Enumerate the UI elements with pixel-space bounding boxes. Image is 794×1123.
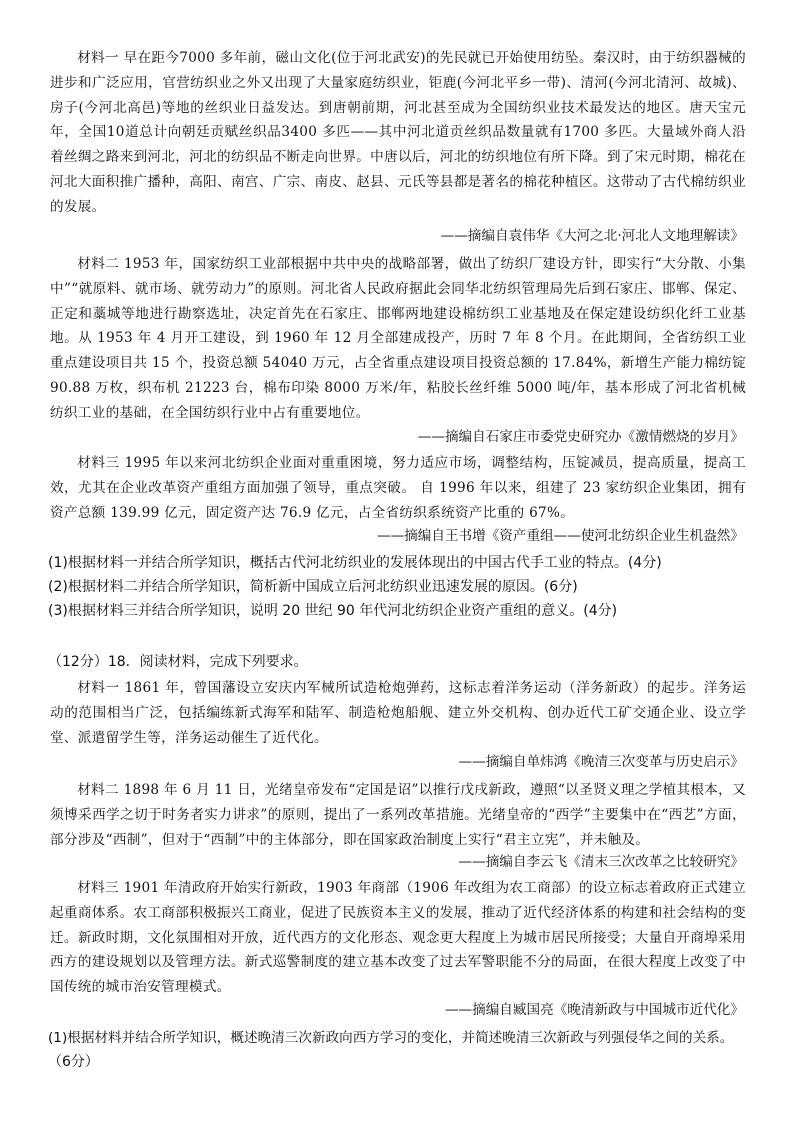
section2-source1: ——摘编自单炜鸿《晚清三次变革与历史启示》	[458, 754, 744, 770]
section1-source3: ——摘编自王书增《资产重组——使河北纺织企业生机盎然》	[376, 528, 744, 544]
section1-material2: 材料二 1953 年，国家纺织工业部根据中共中央的战略部署，做出了纺织厂建设方针，即实行“大分散、小集中”“就原料、就市场、就劳动力”的原则。河北省人民政府据此会同华北纺织管理局先后到石家庄、邯郸、保定、正定和藁城等地进行勘察选址，决定首先在石家庄、邯郸两地建设棉纺织工业基地及在保定建设纺织化纤工业基地。从 1953 年 4 月开工建设，到 1960 年 12 月全部建成投产，历时 7 年 8 个月。在此期间，全省纺织工业重点建设项目共 15 个，投资总额 54040 万元，占全省重点建设项目投资总额的 17.84%，新增生产能力棉纺锭 90.88 万枚，织布机 21223 台，棉布印染 8000 万米/年，粘胶长丝纤维 5000 吨/年，基本形成了河北省机械纺织工业的基础，在全国纺织行业中占有重要地位。	[50, 256, 746, 421]
section1-question1: (1)根据材料一并结合所学知识，概括古代河北纺织业的发展体现出的中国古代手工业的特点。(4分)	[48, 555, 662, 571]
section1-source2: ——摘编自石家庄市委党史研究办《激情燃烧的岁月》	[417, 429, 744, 445]
section2-heading: （12分）18．阅读材料，完成下列要求。	[48, 654, 308, 670]
section1-source1: ——摘编自袁伟华《大河之北·河北人文地理解读》	[440, 228, 744, 244]
section1-material3: 材料三 1995 年以来河北纺织企业面对重重困境，努力适应市场，调整结构，压锭减员，提高质量，提高工效，尤其在企业改革资产重组方面加强了领导，重点突破。 自 1996 年以来，组建了 23 家纺织企业集团，拥有资产总额 139.99 亿元，固定资产达 76.9 亿元，占全省纺织系统资产比重的 67%。	[50, 455, 746, 521]
section2-material3: 材料三 1901 年清政府开始实行新政，1903 年商部（1906 年改组为农工商部）的设立标志着政府正式建立起重商体系。农工商部积极振兴工商业，促进了民族资本主义的发展，推动了近代经济体系的构建和社会结构的变迁。新政时期，文化氛围相对开放，近代西方的文化形态、观念更大程度上为城市居民所接受；大量自开商埠采用西方的建设规划以及管理方法。新式巡警制度的建立基本改变了过去军警职能不分的局面，在很大程度上改变了中国传统的城市治安管理模式。	[50, 880, 746, 996]
section1-material1: 材料一 早在距今7000 多年前，磁山文化(位于河北武安)的先民就已开始使用纺坠。秦汉时，由于纺织器械的进步和广泛应用，官营纺织业之外又出现了大量家庭纺织业，钜鹿(今河北平乡一带)、清河(今河北清河、故城)、房子(今河北高邑)等地的丝织业日益发达。到唐朝前期，河北甚至成为全国纺织业技术最发达的地区。唐天宝元年，全国10道总计向朝廷贡赋丝织品3400 多匹——其中河北道贡丝织品数量就有1700 多匹。大量域外商人沿着丝绸之路来到河北，河北的纺织品不断走向世界。中唐以后，河北的纺织地位有所下降。到了宋元时期，棉花在河北大面积推广播种，高阳、南宫、广宗、南皮、赵县、元氏等县都是著名的棉花种植区。这带动了古代棉纺织业的发展。	[50, 50, 746, 215]
section2-source3: ——摘编自臧国亮《晚清新政与中国城市近代化》	[444, 1002, 744, 1018]
section2-question1-line1: (1)根据材料并结合所学知识，概述晚清三次新政向西方学习的变化，并简述晚清三次新政与列强侵华之间的关系。	[48, 1030, 734, 1046]
section2-source2: ——摘编自李云飞《清末三次改革之比较研究》	[458, 854, 744, 870]
section2-question1-line2: （6分）	[48, 1054, 99, 1070]
section2-material1: 材料一 1861 年，曾国藩设立安庆内军械所试造枪炮弹药，这标志着洋务运动（洋务新政）的起步。洋务运动的范围相当广泛，包括编练新式海军和陆军、制造枪炮船舰、建立外交机构、创办近代工矿交通企业、设立学堂、派遣留学生等，洋务运动催生了近代化。	[50, 680, 746, 746]
section1-question3: (3)根据材料三并结合所学知识，说明 20 世纪 90 年代河北纺织企业资产重组的意义。(4分)	[48, 603, 618, 619]
section1-question2: (2)根据材料二并结合所学知识，简析新中国成立后河北纺织业迅速发展的原因。(6分)	[48, 579, 578, 595]
section2-material2: 材料二 1898 年 6 月 11 日，光绪皇帝发布“定国是诏”以推行戊戌新政，遵照“以圣贤义理之学植其根本，又须博采西学之切于时务者实力讲求”的原则，提出了一系列改革措施。光绪皇帝的“西学”主要集中在“西艺”方面，部分涉及“西制”，但对于“西制”中的主体部分，即在国家政治制度上实行“君主立宪”，并未触及。	[50, 782, 746, 848]
